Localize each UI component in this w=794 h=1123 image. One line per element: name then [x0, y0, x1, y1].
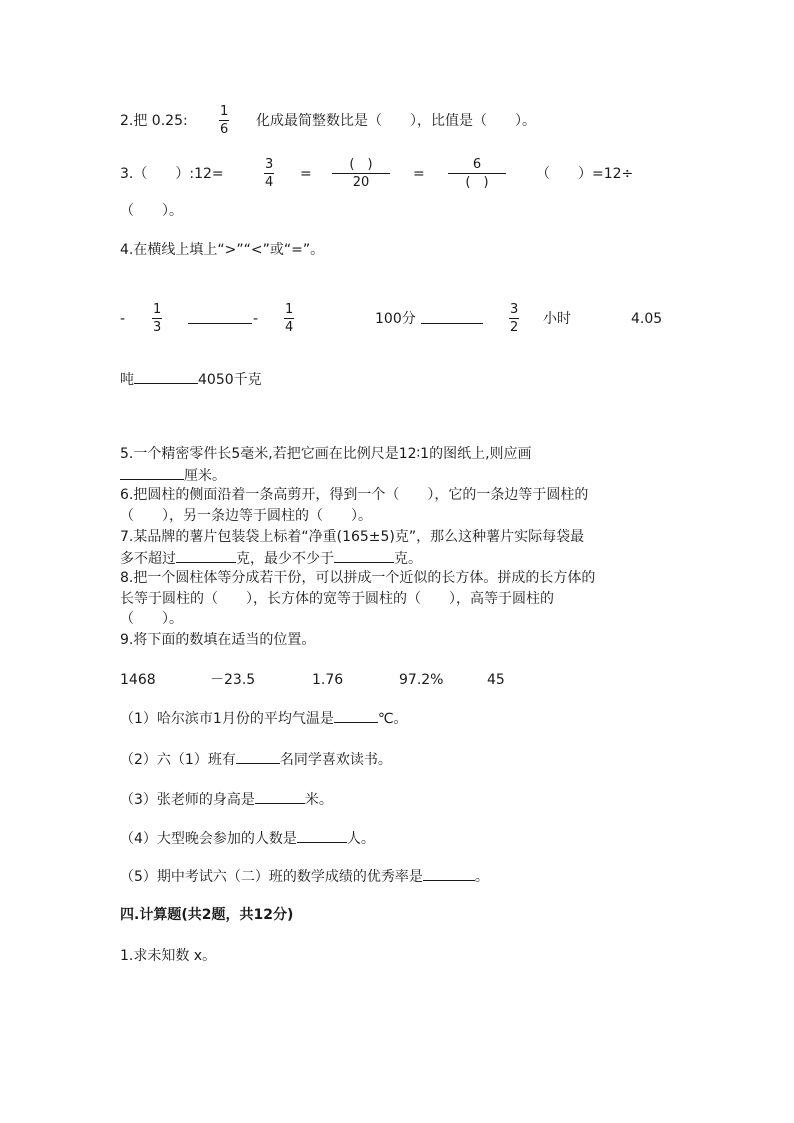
item-suffix: 米。	[304, 792, 333, 808]
q3-line2: （ ）。	[120, 203, 183, 219]
q9-number-2: －23.5	[210, 672, 256, 688]
fraction-numerator: ( )	[349, 157, 373, 172]
q4-fraction-b	[284, 302, 294, 335]
q4-item2-left: 100分	[375, 311, 416, 327]
q7-line2	[120, 548, 422, 569]
item-prefix: （1）哈尔滨市1月份的平均气温是	[120, 711, 334, 727]
item-prefix: （3）张老师的身高是	[120, 792, 255, 808]
q9-number-3: 1.76	[312, 672, 344, 688]
fraction-denominator: 4	[285, 320, 294, 335]
q3-fraction-1	[264, 157, 274, 190]
fraction-numerator: 1	[153, 302, 162, 317]
q5-line2	[120, 465, 226, 486]
fraction-bar	[448, 173, 506, 174]
item-prefix: （5）期中考试六（二）班的数学成绩的优秀率是	[120, 869, 423, 885]
fraction-numerator: 6	[472, 157, 482, 172]
answer-blank[interactable]	[236, 749, 280, 764]
q3-equals-1: =	[300, 166, 312, 182]
q4-title: 4.在横线上填上“>”“<”或“=”。	[120, 242, 325, 258]
item-suffix: ℃。	[377, 711, 408, 727]
q9-number-1: 1468	[120, 672, 156, 688]
q8-line3: （ ）。	[120, 611, 183, 627]
answer-blank[interactable]	[134, 369, 198, 384]
section-4-title: 四.计算题(共2题，共12分)	[120, 907, 294, 923]
q4-item3-left: 4.05	[631, 311, 663, 327]
q9-item-4	[120, 828, 375, 849]
fraction-denominator: 2	[510, 320, 519, 335]
q4-neg-sign-1: -	[120, 311, 126, 327]
answer-blank[interactable]	[188, 309, 252, 324]
answer-blank[interactable]	[297, 828, 347, 843]
q3-equals-2: =	[413, 166, 425, 182]
section-4-q1: 1.求未知数 x。	[120, 948, 217, 964]
answer-blank[interactable]	[255, 789, 305, 804]
fraction-denominator: 4	[265, 175, 274, 190]
item-suffix: 人。	[346, 831, 375, 847]
q6-line2: （ ），另一条边等于圆柱的（ ）。	[120, 508, 372, 524]
item-suffix: 。	[474, 869, 489, 885]
fraction-denominator: ( )	[465, 175, 489, 190]
item-prefix: （4）大型晚会参加的人数是	[120, 831, 297, 847]
q9-number-4: 97.2%	[399, 672, 444, 688]
q9-item-2	[120, 749, 392, 770]
answer-blank[interactable]	[334, 708, 378, 723]
q4-fraction-a	[152, 302, 162, 335]
q9-item-1	[120, 708, 408, 729]
q3-fraction-3	[448, 157, 506, 190]
fraction-bar	[264, 173, 274, 174]
fraction-numerator: 3	[265, 157, 274, 172]
q9-number-5: 45	[487, 672, 505, 688]
fraction-bar	[152, 318, 162, 319]
fraction-bar	[509, 318, 519, 319]
q9-title: 9.将下面的数填在适当的位置。	[120, 632, 316, 648]
q2-prefix: 2.把 0.25:	[120, 113, 188, 129]
answer-blank[interactable]	[120, 465, 184, 480]
q3-fraction-2	[332, 157, 390, 190]
q3-part1: 3.（ ）:12=	[120, 166, 224, 182]
answer-blank[interactable]	[176, 548, 236, 563]
fraction-numerator: 1	[220, 104, 229, 119]
fraction-numerator: 1	[285, 302, 294, 317]
fraction-denominator: 20	[352, 175, 370, 190]
q5-suffix: 厘米。	[184, 468, 226, 484]
fraction-bar	[219, 120, 229, 121]
q4-neg-sign-2: -	[253, 311, 259, 327]
answer-blank[interactable]	[421, 309, 483, 324]
q7-text-c: 克。	[394, 551, 422, 567]
item-prefix: （2）六（1）班有	[120, 752, 236, 768]
fraction-denominator: 6	[220, 122, 229, 137]
q8-line1: 8.把一个圆柱体等分成若干份，可以拼成一个近似的长方体。拼成的长方体的	[120, 570, 596, 586]
q9-item-3	[120, 789, 333, 810]
q4-item3-unit: 吨	[120, 372, 134, 388]
q4-item3-right: 4050千克	[198, 372, 262, 388]
q2-suffix: 化成最简整数比是（ ），比值是（ ）。	[256, 113, 536, 129]
q4-fraction-c	[509, 302, 519, 335]
q3-part-end: （ ）=12÷	[536, 166, 634, 182]
q7-text-b: 克，最少不少于	[236, 551, 334, 567]
q4-item3-line2	[120, 369, 262, 390]
q7-line1: 7.某品牌的薯片包装袋上标着“净重(165±5)克”，那么这种薯片实际每袋最	[120, 529, 585, 545]
q8-line2: 长等于圆柱的（ ），长方体的宽等于圆柱的（ ），高等于圆柱的	[120, 591, 554, 607]
q6-line1: 6.把圆柱的侧面沿着一条高剪开，得到一个（ ），它的一条边等于圆柱的	[120, 487, 589, 503]
item-suffix: 名同学喜欢读书。	[279, 752, 392, 768]
q4-item2-right: 小时	[543, 311, 571, 327]
fraction-numerator: 3	[510, 302, 519, 317]
q7-text-a: 多不超过	[120, 551, 176, 567]
answer-blank[interactable]	[334, 548, 394, 563]
fraction-bar	[332, 173, 390, 174]
answer-blank[interactable]	[423, 866, 475, 881]
q2-fraction	[219, 104, 229, 137]
q9-item-5	[120, 866, 489, 887]
fraction-bar	[284, 318, 294, 319]
fraction-denominator: 3	[153, 320, 162, 335]
q5-line1: 5.一个精密零件长5毫米,若把它画在比例尺是12∶1的图纸上,则应画	[120, 446, 532, 462]
